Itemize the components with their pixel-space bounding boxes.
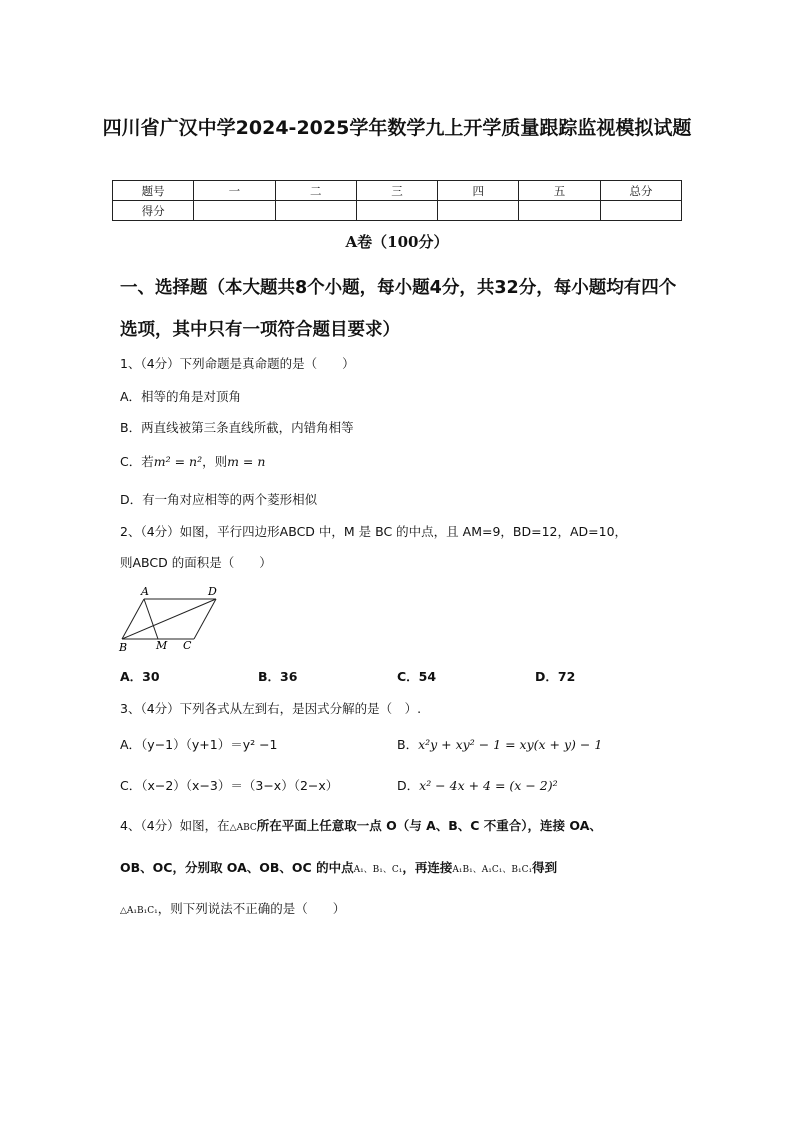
segment-bd — [122, 599, 216, 639]
q1-option-b: B．两直线被第三条直线所截，内错角相等 — [120, 420, 354, 435]
score-table-score-row — [113, 201, 682, 221]
segment-am — [144, 599, 158, 639]
score-cell[interactable] — [275, 201, 356, 221]
q4-line2 — [120, 858, 557, 876]
q2-option-d: D．72 — [535, 669, 576, 684]
q4-midpoints: A₁、B₁、C₁ — [353, 865, 403, 875]
q4-line2-c: 得到 — [532, 860, 558, 875]
q4-triangle-abc: △ABC — [229, 823, 257, 833]
q4-line1 — [120, 816, 602, 834]
q3-stem: 3、（4分）下列各式从左到右，是因式分解的是（ ）. — [120, 701, 422, 716]
segment-ab — [122, 599, 144, 639]
segment-dc — [194, 599, 216, 639]
q1-option-c-mid: ，则 — [202, 454, 228, 469]
q4-line1-a: 4、（4分）如图，在 — [120, 818, 230, 833]
parallelogram-figure — [114, 584, 224, 654]
label-b: B — [119, 641, 128, 654]
q3-option-b — [397, 735, 602, 753]
score-header-cell: 题号 — [113, 181, 194, 201]
q1-stem: 1、（4分）下列命题是真命题的是（ ） — [120, 356, 355, 371]
q3-option-d — [397, 776, 558, 794]
score-cell[interactable] — [438, 201, 519, 221]
q4-line1-b: 所在平面上任意取一点 O（与 A、B、C 不重合），连接 OA、 — [256, 818, 602, 833]
score-header-cell: 总分 — [600, 181, 681, 201]
q3-option-d-prefix: D． — [397, 778, 420, 793]
section-a-heading: A卷（100分） — [345, 233, 449, 251]
q4-triangle-a1b1c1: △A₁B₁C₁ — [120, 906, 158, 916]
score-header-cell: 四 — [438, 181, 519, 201]
score-header-cell: 五 — [519, 181, 600, 201]
score-header-cell: 二 — [275, 181, 356, 201]
score-header-cell: 一 — [194, 181, 275, 201]
q2-option-b: B．36 — [258, 669, 298, 684]
q2-option-c: C．54 — [397, 669, 437, 684]
q1-option-c-prefix: C．若 — [120, 454, 154, 469]
score-cell[interactable] — [194, 201, 275, 221]
q2-stem-line1: 2、（4分）如图，平行四边形ABCD 中，M 是 BC 的中点，且 AM=9，BD=12，AD=10， — [120, 524, 628, 539]
q3-option-a: A．（y−1）（y+1）＝y² −1 — [120, 737, 278, 752]
q3-option-b-prefix: B． — [397, 737, 419, 752]
score-header-cell: 三 — [356, 181, 437, 201]
q2-stem-line2: 则ABCD 的面积是（ ） — [120, 555, 272, 570]
score-row-label: 得分 — [113, 201, 194, 221]
score-table-header-row — [113, 181, 682, 201]
q1-option-c — [120, 452, 265, 470]
q2-option-a: A．30 — [120, 669, 160, 684]
q4-line2-b: ，再连接 — [402, 860, 453, 875]
label-a: A — [141, 585, 149, 598]
label-c: C — [183, 639, 192, 652]
q1-option-a: A．相等的角是对顶角 — [120, 389, 242, 404]
score-cell[interactable] — [600, 201, 681, 221]
q1-option-d: D．有一角对应相等的两个菱形相似 — [120, 492, 318, 507]
label-d: D — [208, 585, 217, 598]
q3-option-b-eq: x²y + xy² − 1 = xy(x + y) − 1 — [418, 737, 603, 752]
score-cell[interactable] — [356, 201, 437, 221]
page-title: 四川省广汉中学2024-2025学年数学九上开学质量跟踪监视模拟试题 — [102, 117, 692, 139]
q4-line3-b: ，则下列说法不正确的是（ ） — [157, 901, 346, 916]
q3-option-d-eq: x² − 4x + 4 = (x − 2)² — [419, 778, 558, 793]
q4-line3 — [120, 899, 345, 917]
q1-option-c-eq2: m = n — [227, 454, 266, 469]
q4-line2-a: OB、OC，分别取 OA、OB、OC 的中点 — [120, 860, 354, 875]
score-cell[interactable] — [519, 201, 600, 221]
q1-option-c-eq1: m² = n² — [153, 454, 203, 469]
label-m: M — [156, 639, 168, 652]
part1-heading: 一、选择题（本大题共8个小题，每小题4分，共32分，每小题均有四个选项，其中只有一项符合题目要求） — [120, 278, 677, 340]
q4-segments: A₁B₁、A₁C₁、B₁C₁ — [452, 865, 533, 875]
score-table — [112, 180, 682, 221]
q3-option-c: C．（x−2）（x−3）＝（3−x）（2−x） — [120, 778, 339, 793]
